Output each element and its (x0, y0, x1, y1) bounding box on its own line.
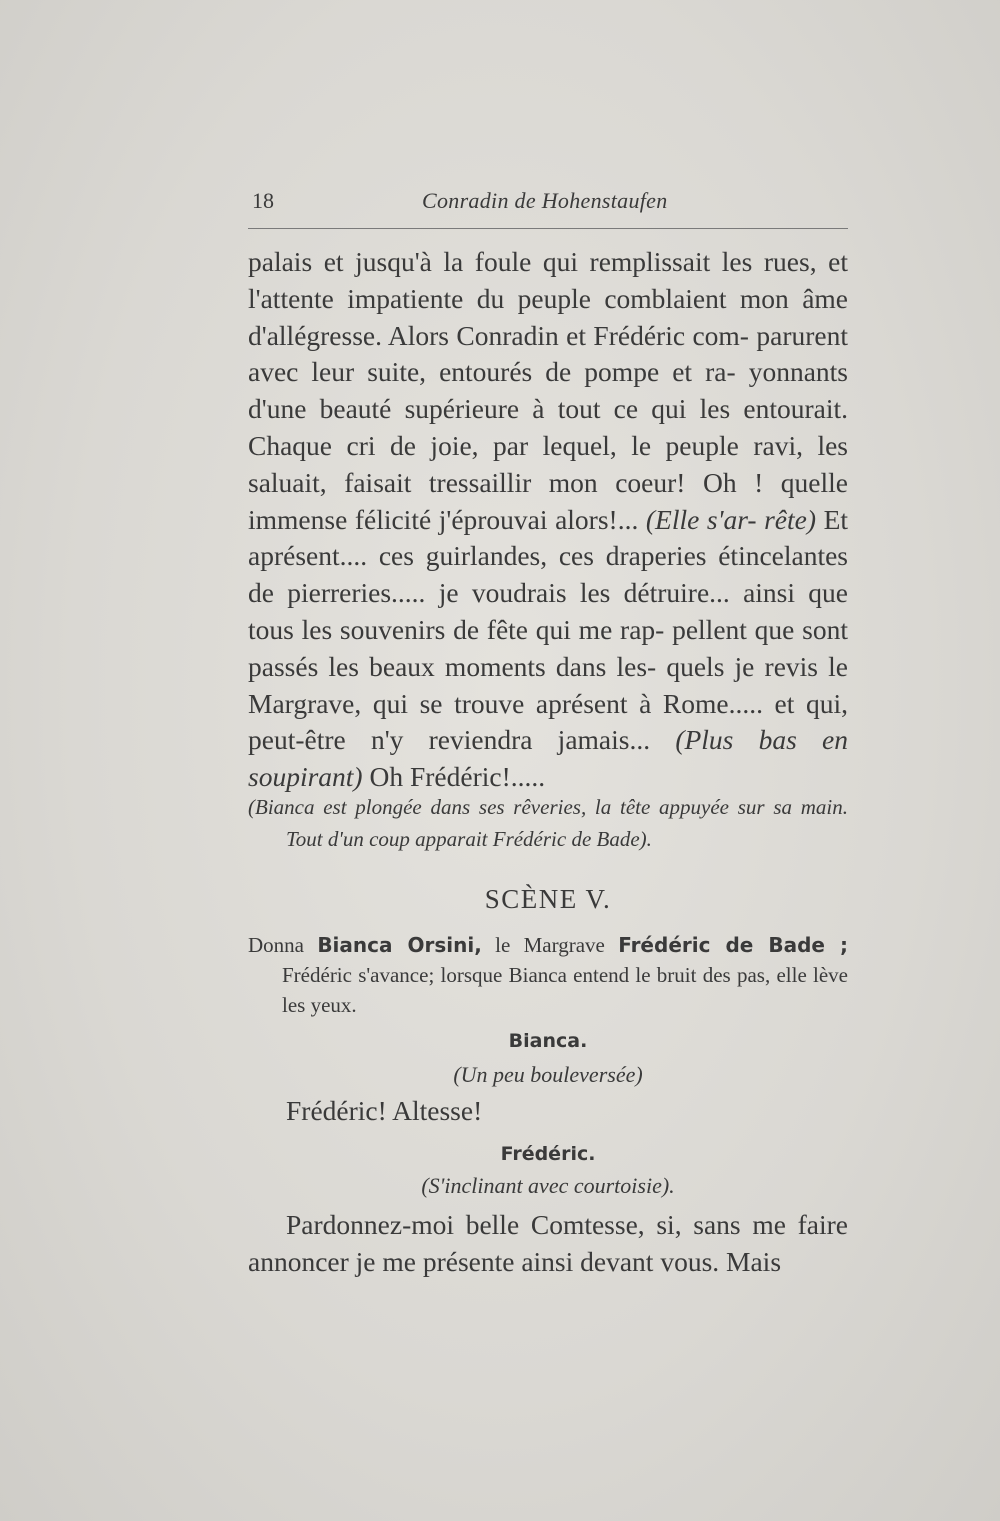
stage-direction-line: main. Tout d'un coup apparait Frédéric de Bade). (286, 795, 848, 851)
text-line: à Rome..... et qui, peut-être n'y reviendra jamais... (248, 687, 849, 756)
text-line: quels je revis le Margrave, qui se trouve aprésent (248, 650, 848, 719)
scene-title: SCÈNE V. (484, 884, 612, 914)
page-header (248, 186, 848, 220)
inline-stage-direction: rête) (764, 503, 817, 535)
text-line: et l'attente impatiente du peuple comblaient mon (248, 246, 848, 314)
text-line: ravi, les saluait, faisait tressaillir mon coeur! Oh ! (248, 429, 849, 498)
character-name: Bianca Orsini, (317, 933, 482, 957)
header-rule (248, 228, 848, 229)
stage-direction-line: (Bianca est plongée dans ses rêveries, la tête appuyée sur sa (248, 795, 792, 819)
speaker-direction: (S'inclinant avec courtoisie). (421, 1173, 675, 1198)
text-line: Et aprésent.... ces guirlandes, ces draperies (248, 503, 849, 572)
speaker-name: Bianca. (508, 1030, 588, 1052)
text-line: Oh Frédéric!..... (369, 761, 546, 793)
cast-prefix: Donna (248, 933, 304, 957)
text-line: parurent avec leur suite, entourés de pompe et ra- (248, 319, 849, 388)
text-line: quelle immense félicité j'éprouvai alors!... (248, 466, 848, 535)
cast-description: Frédéric s'avance; lorsque Bianca entend le bruit des pas, (282, 963, 771, 987)
speech-line: annoncer je me présente ainsi devant vous. Mais (248, 1246, 782, 1277)
running-title: Conradin de Hohenstaufen (422, 188, 668, 213)
body-paragraph (248, 244, 848, 796)
page-number: 18 (252, 188, 274, 213)
stage-direction (248, 791, 848, 855)
speaker-name: Frédéric. (500, 1143, 596, 1165)
inline-stage-direction: (Elle s'ar- (645, 503, 757, 535)
text-line: entourait. Chaque cri de joie, par lequel, le peuple (248, 393, 849, 461)
character-name: Frédéric de Bade ; (618, 933, 849, 957)
speaker-direction: (Un peu bouleversée) (453, 1062, 643, 1087)
text-line: yonnants d'une beauté supérieure à tout ce qui les (248, 356, 848, 425)
cast-text: le Margrave (495, 933, 605, 957)
speech-line: Pardonnez-moi belle Comtesse, si, sans me faire (286, 1209, 848, 1240)
text-line: palais et jusqu'à la foule qui remplissait les rues, (248, 246, 817, 277)
text-line: âme d'allégresse. Alors Conradin et Frédéric com- (248, 282, 849, 351)
cast-list (248, 930, 848, 1020)
cast-description: elle lève les yeux. (282, 963, 848, 1017)
text-line: pellent que sont passés les beaux moments dans les- (248, 613, 848, 682)
speech-line: Frédéric! Altesse! (286, 1095, 483, 1126)
inline-stage-direction: (Plus bas en soupirant) (248, 724, 848, 793)
text-line: étincelantes de pierreries..... je voudrais les détruire... (248, 540, 849, 609)
text-line: ainsi que tous les souvenirs de fête qui me rap- (248, 577, 849, 645)
speech-paragraph (248, 1206, 848, 1280)
